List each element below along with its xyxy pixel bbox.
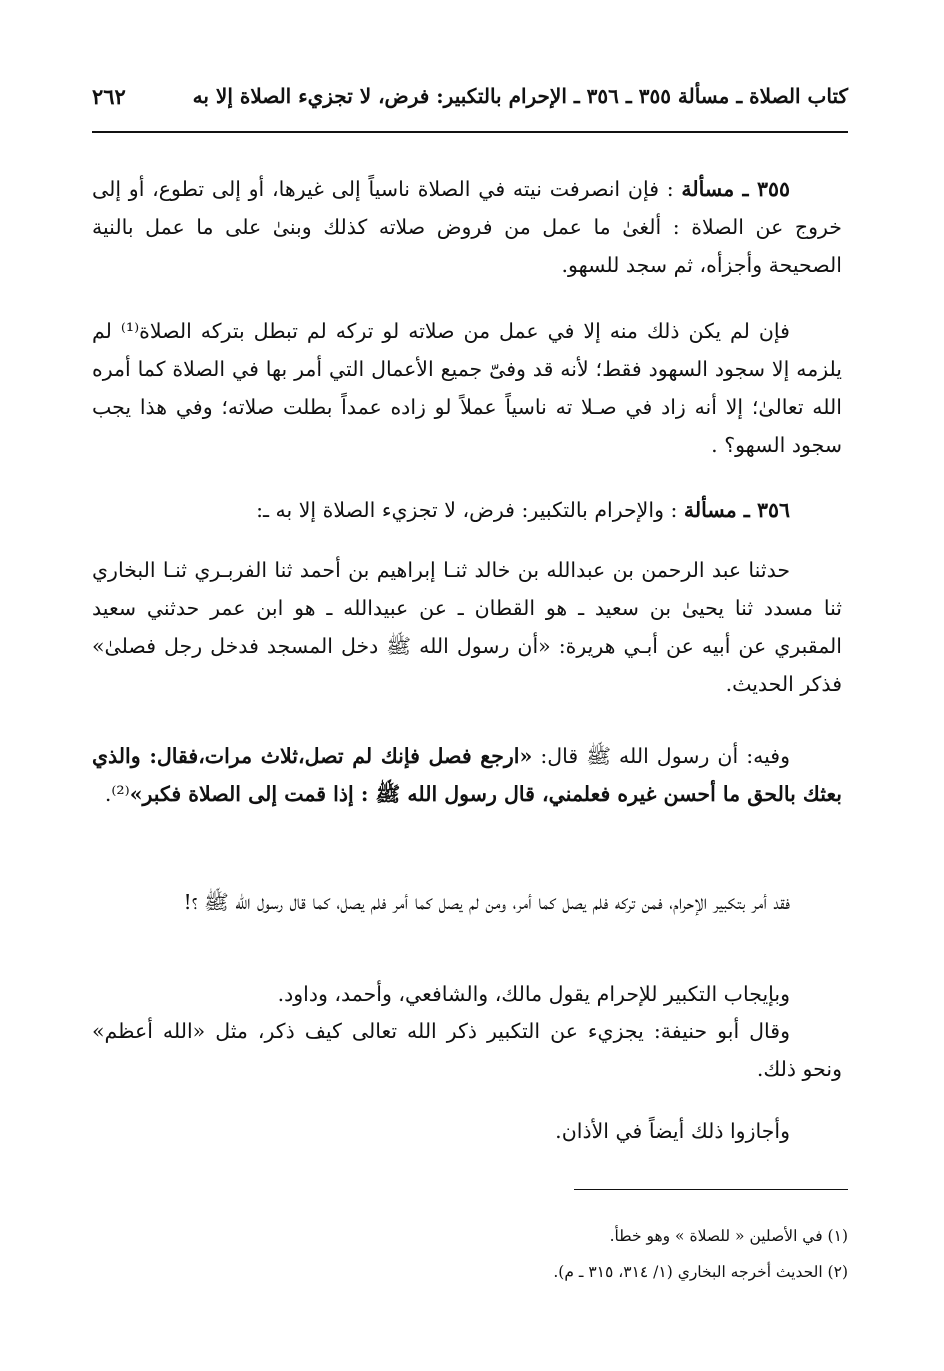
header-title: كتاب الصلاة ـ مسألة ٣٥٥ ـ ٣٥٦ ـ الإحرام بالتكبير: فرض، لا تجزيء الصلاة إلا به bbox=[192, 84, 848, 108]
paragraph-scholars bbox=[92, 975, 842, 1013]
running-header bbox=[92, 78, 848, 118]
issue-355-label: ٣٥٥ ـ مسألة bbox=[681, 177, 790, 201]
issue-356-text: : والإحرام بالتكبير: فرض، لا تجزيء الصلاة إلا به ـ: bbox=[256, 498, 684, 522]
scholars-text: وبإيجاب التكبير للإحرام يقول مالك، والشافعي، وأحمد، وداود. bbox=[277, 982, 790, 1006]
issue-355-text: : فإن انصرفت نيته في الصلاة ناسياً إلى غيرها، أو إلى تطوع، أو إلى خروج عن الصلاة : ألغىٰ ما عمل من فروض صلاته كذلك وبنىٰ على ما عمل بالنية الصحيحة وأجزأه، ثم سجد للسهو. bbox=[92, 177, 842, 277]
ruling-text: فقد أمر بتكبير الإحرام، فمن تركه فلم يصل كما أمر، ومن لم يصل كما أمر فلم يصل، كما قال رسول الله ﷺ ؟! bbox=[183, 890, 790, 914]
paragraph-adhan bbox=[92, 1112, 842, 1150]
page-number: ٢٦٢ bbox=[92, 84, 126, 109]
footnote-2: (٢) الحديث أخرجه البخاري (١/ ٣١٤، ٣١٥ ـ م). bbox=[553, 1263, 848, 1281]
paragraph-ruling bbox=[92, 883, 842, 921]
issue-356-label: ٣٥٦ ـ مسألة bbox=[683, 498, 790, 522]
paragraph-issue-356 bbox=[92, 491, 842, 529]
adhan-text: وأجازوا ذلك أيضاً في الأذان. bbox=[555, 1119, 790, 1143]
footnote-1: (١) في الأصلين « للصلاة » وهو خطأ. bbox=[609, 1227, 848, 1245]
forgetful-action-text: فإن لم يكن ذلك منه إلا في عمل من صلاته لو تركه لم تبطل بتركه الصلاة⁽¹⁾ لم يلزمه إلا سجود السهود فقط؛ لأنه قد وفىّ جميع الأعمال التي أمر بها في الصلاة كما أمره الله تعالىٰ؛ إلا أنه زاد في صـلا ته ناسياً عملاً لو زاده عمداً بطلت صلاته؛ وفي هذا يجب سجود السهو؟ . bbox=[92, 319, 842, 457]
hadith-footnote-ref: ⁽²⁾. bbox=[104, 782, 130, 806]
hadith-lead: وفيه: أن رسول الله ﷺ قال: bbox=[532, 744, 790, 768]
paragraph-issue-355 bbox=[92, 170, 842, 284]
paragraph-hadith-chain bbox=[92, 551, 842, 703]
hadith-chain-text: حدثنا عبد الرحمن بن عبدالله بن خالد ثنـا إبراهيم بن أحمد ثنا الفربـري ثنـا البخاري ثنا مسدد ثنا يحيىٰ بن سعيد ـ هو القطان ـ عن عبيدالله ـ هو ابن عمر حدثني سعيد المقبري عن أبيه عن أبـي هريرة: «أن رسول الله ﷺ دخل المسجد فدخل رجل فصلىٰ» فذكر الحديث. bbox=[92, 558, 842, 696]
footnote-separator bbox=[574, 1189, 848, 1190]
paragraph-abu-hanifa bbox=[92, 1012, 842, 1088]
abu-hanifa-text: وقال أبو حنيفة: يجزيء عن التكبير ذكر الله تعالى كيف ذكر، مثل «الله أعظم» ونحو ذلك. bbox=[92, 1019, 842, 1081]
hadith-quote: «ارجع فصل فإنك لم تصل،ثلاث مرات،فقال: والذي بعثك بالحق ما أحسن غيره فعلمني، قال رسول الله ﷺ : إذا قمت إلى الصلاة فكبر» bbox=[92, 744, 842, 806]
paragraph-hadith-text bbox=[92, 737, 842, 813]
paragraph-forgetful-action bbox=[92, 312, 842, 464]
header-rule bbox=[92, 131, 848, 133]
